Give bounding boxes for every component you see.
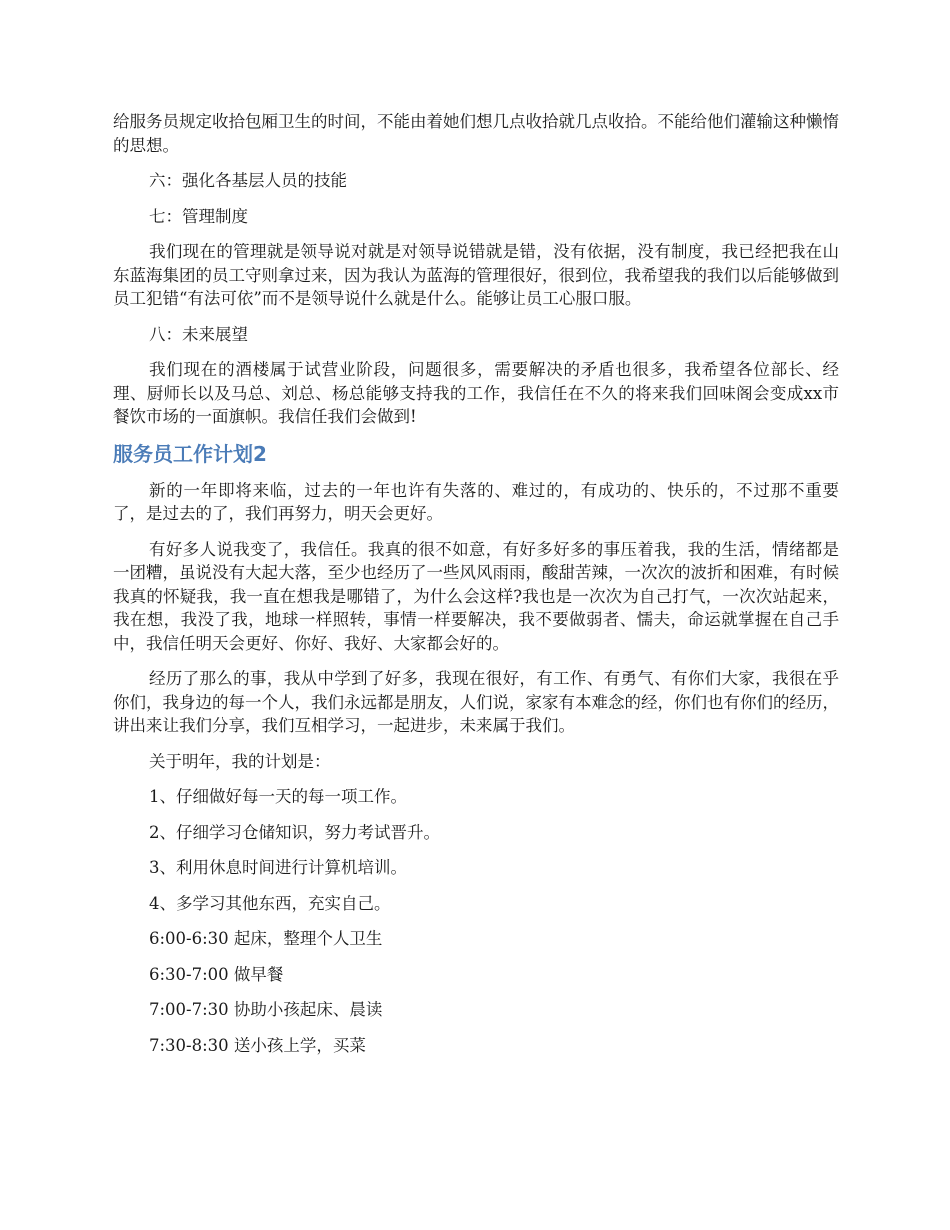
section-eight-title: 八：未来展望 (149, 324, 248, 344)
paragraph-service-cleaning: 给服务员规定收拾包厢卫生的时间，不能由着她们想几点收拾就几点收拾。不能给他们灌输这种懒惰的思想。 (113, 112, 839, 155)
list-item: 2、仔细学习仓储知识，努力考试晋升。 (149, 822, 440, 842)
paragraph-experience: 经历了那么的事，我从中学到了好多，我现在很好，有工作、有勇气、有你们大家，我很在乎你们，我身边的每一个人，我们永远都是朋友，人们说，家家有本难念的经，你们也有你们的经历，讲出来让我们分享，我们互相学习，一起进步，未来属于我们。 (113, 669, 839, 735)
paragraph-management: 我们现在的管理就是领导说对就是对领导说错就是错，没有依据，没有制度，我已经把我在山东蓝海集团的员工守则拿过来，因为我认为蓝海的管理很好，很到位，我希望我的我们以后能够做到员工犯错“有法可依”而不是领导说什么就是什么。能够让员工心服口服。 (113, 242, 839, 308)
document-page (113, 110, 839, 1069)
list-item: 3、利用休息时间进行计算机培训。 (149, 858, 407, 877)
paragraph-future: 我们现在的酒楼属于试营业阶段，问题很多，需要解决的矛盾也很多，我希望各位部长、经理、厨师长以及马总、刘总、杨总能够支持我的工作，我信任在不久的将来我们回味阁会变成xx市餐饮市场的一面旗帜。我信任我们会做到! (113, 360, 839, 426)
section-seven-title: 七：管理制度 (149, 206, 248, 226)
list-item: 4、多学习其他东西，充实自己。 (149, 893, 391, 913)
paragraph-new-year: 新的一年即将来临，过去的一年也许有失落的、难过的，有成功的、快乐的，不过那不重要了，是过去的了，我们再努力，明天会更好。 (113, 480, 839, 523)
schedule-item: 7:00-7:30 协助小孩起床、晨读 (149, 1000, 383, 1019)
schedule-item: 7:30-8:30 送小孩上学，买菜 (149, 1035, 366, 1055)
list-item: 1、仔细做好每一天的每一项工作。 (149, 787, 407, 806)
paragraph-changes: 有好多人说我变了，我信任。我真的很不如意，有好多好多的事压着我，我的生活，情绪都是一团糟，虽说没有大起大落，至少也经历了一些风风雨雨，酸甜苦辣，一次次的波折和困难，有时候我真的怀疑我，我一直在想我是哪错了，为什么会这样?我也是一次次为自己打气，一次次站起来，我在想，我没了我，地球一样照转，事情一样要解决，我不要做弱者、懦夫，命运就掌握在自己手中，我信任明天会更好、你好、我好、大家都会好的。 (113, 539, 839, 653)
section-six-title: 六：强化各基层人员的技能 (149, 171, 347, 190)
section-heading: 服务员工作计划2 (113, 441, 267, 466)
schedule-item: 6:30-7:00 做早餐 (149, 964, 284, 984)
schedule-item: 6:00-6:30 起床，整理个人卫生 (149, 929, 383, 948)
plan-intro: 关于明年，我的计划是： (149, 751, 331, 771)
